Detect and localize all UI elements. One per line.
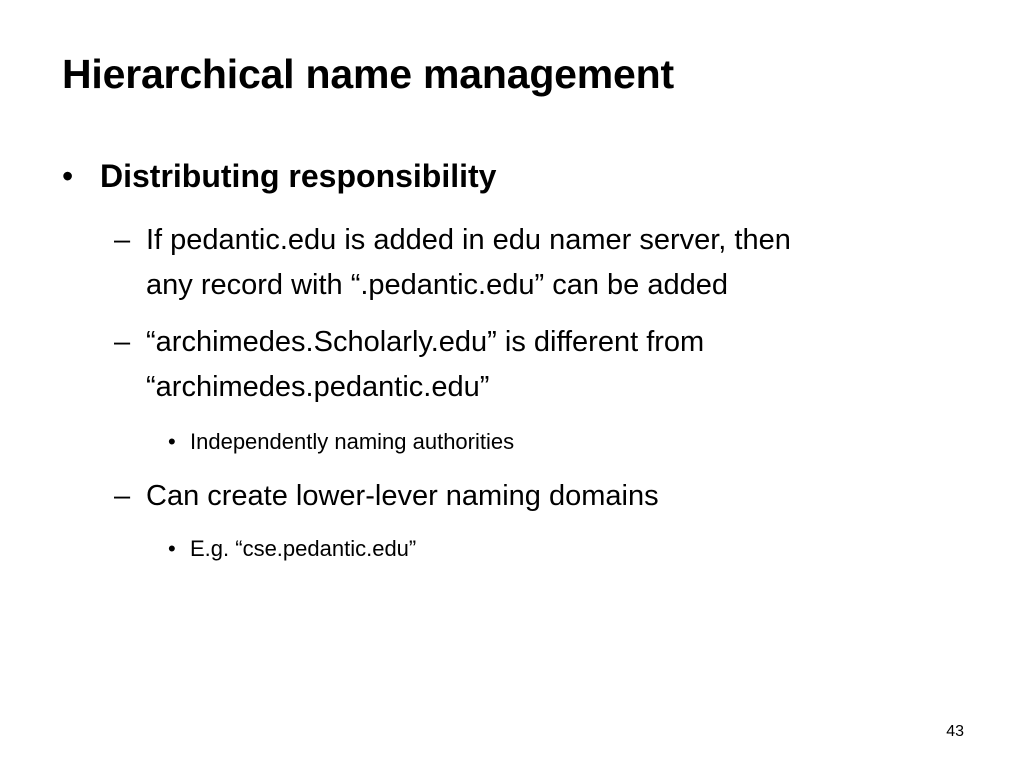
page-number: 43 xyxy=(946,723,964,740)
dash-marker: – xyxy=(114,326,131,358)
slide-title: Hierarchical name management xyxy=(62,51,674,97)
sub-bullet-pedantic-edu-added xyxy=(114,218,986,308)
dash-marker: – xyxy=(114,480,131,512)
bullet-marker: • xyxy=(62,158,74,194)
sub-bullet-line: Can create lower-lever naming domains xyxy=(146,480,659,512)
sub-bullet-line: “archimedes.Scholarly.edu” is different from xyxy=(146,326,705,358)
sub-sub-bullet-text: E.g. “cse.pedantic.edu” xyxy=(190,536,417,561)
bullet-marker: • xyxy=(168,536,176,561)
sub-bullet-archimedes-different xyxy=(114,320,986,410)
sub-sub-bullet-example xyxy=(168,533,417,565)
bullet-marker: • xyxy=(168,429,176,454)
dash-marker: – xyxy=(114,224,131,256)
bullet-text: Distributing responsibility xyxy=(100,158,497,194)
sub-bullet-lower-level-domains xyxy=(114,474,986,519)
sub-bullet-line: If pedantic.edu is added in edu namer server, then xyxy=(146,224,791,256)
sub-sub-bullet-independent-authorities xyxy=(168,426,515,458)
sub-sub-bullet-text: Independently naming authorities xyxy=(190,429,515,454)
bullet-distributing-responsibility xyxy=(62,154,497,198)
sub-bullet-line: any record with “.pedantic.edu” can be added xyxy=(146,269,728,301)
sub-bullet-line: “archimedes.pedantic.edu” xyxy=(146,371,490,403)
